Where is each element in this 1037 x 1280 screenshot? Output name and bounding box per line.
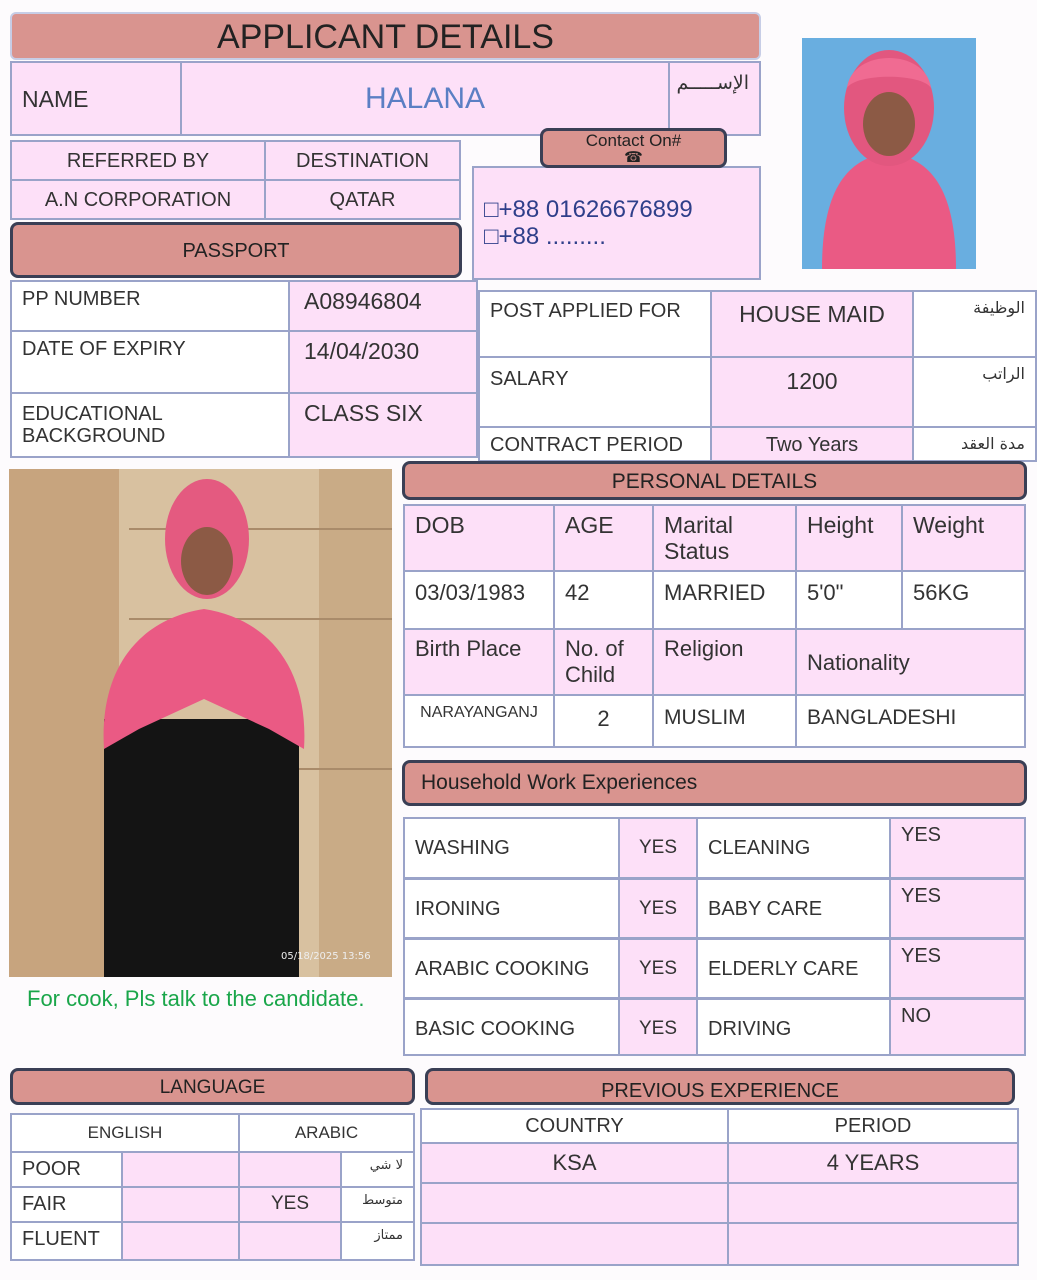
passport-title: PASSPORT (182, 240, 290, 262)
marital-value: MARRIED (652, 570, 797, 630)
birth-place-value: NARAYANGANJ (403, 694, 555, 748)
page-title: APPLICANT DETAILS (217, 18, 554, 56)
religion-value: MUSLIM (652, 694, 797, 748)
household-value-left: YES (618, 817, 698, 879)
personal-title: PERSONAL DETAILS (611, 470, 818, 493)
height-value: 5'0" (795, 570, 903, 630)
height-label: Height (795, 504, 903, 572)
arabic-label: ARABIC (238, 1113, 415, 1153)
name-label: NAME (10, 61, 182, 136)
children-label: No. of Child (553, 628, 654, 696)
language-level-arabic: ممتاز (340, 1221, 415, 1261)
language-english-value (121, 1151, 240, 1188)
post-label: POST APPLIED FOR (478, 290, 712, 358)
weight-label: Weight (901, 504, 1026, 572)
household-task-left: ARABIC COOKING (403, 938, 620, 999)
english-label: ENGLISH (10, 1113, 240, 1153)
referred-by-label: REFERRED BY (10, 140, 266, 181)
household-task-left: IRONING (403, 878, 620, 939)
language-arabic-value (238, 1221, 342, 1261)
expiry-label: DATE OF EXPIRY (10, 330, 290, 394)
household-value-left: YES (618, 938, 698, 999)
previous-empty-1a (420, 1182, 729, 1224)
household-task-right: BABY CARE (696, 878, 891, 939)
household-value-right: YES (889, 878, 1026, 939)
religion-label: Religion (652, 628, 797, 696)
previous-empty-2b (727, 1222, 1019, 1266)
name-arabic-label: الإســـــم (668, 61, 761, 136)
phone-icon: ☎ (624, 149, 643, 166)
children-value: 2 (553, 694, 654, 748)
period-value: 4 YEARS (727, 1142, 1019, 1184)
pp-number-label: PP NUMBER (10, 280, 290, 332)
phone-line-1: □+88 01626676899 (484, 196, 693, 223)
contract-label: CONTRACT PERIOD (478, 426, 712, 462)
portrait-photo (802, 38, 976, 269)
full-body-photo (9, 469, 392, 977)
education-value: CLASS SIX (288, 392, 478, 458)
contact-box (472, 166, 761, 280)
household-task-right: DRIVING (696, 998, 891, 1056)
marital-label: Marital Status (652, 504, 797, 572)
contract-arabic: مدة العقد (912, 426, 1037, 462)
nationality-value: BANGLADESHI (795, 694, 1026, 748)
language-title: LANGUAGE (159, 1077, 266, 1098)
weight-value: 56KG (901, 570, 1026, 630)
language-level: FAIR (10, 1186, 123, 1223)
passport-title-bar (10, 222, 462, 278)
phone-number-2: +88 ......... (498, 223, 606, 250)
household-value-right: YES (889, 817, 1026, 879)
education-label: EDUCATIONAL BACKGROUND (10, 392, 290, 458)
previous-empty-2a (420, 1222, 729, 1266)
language-title-bar (10, 1068, 415, 1105)
header-title-bar (10, 12, 761, 60)
photo-timestamp: 05/18/2025 13:56 (281, 951, 371, 962)
household-task-left: BASIC COOKING (403, 998, 620, 1056)
dob-label: DOB (403, 504, 555, 572)
previous-title: PREVIOUS EXPERIENCE (601, 1080, 839, 1102)
language-english-value (121, 1221, 240, 1261)
previous-title-bar (425, 1068, 1015, 1105)
referred-by-value: A.N CORPORATION (10, 179, 266, 220)
household-title-bar (402, 760, 1027, 806)
age-label: AGE (553, 504, 654, 572)
contract-value: Two Years (710, 426, 914, 462)
contact-label: Contact On# (585, 131, 682, 150)
language-level: FLUENT (10, 1221, 123, 1261)
salary-label: SALARY (478, 356, 712, 428)
language-level-arabic: لا شي (340, 1151, 415, 1188)
destination-value: QATAR (264, 179, 461, 220)
previous-empty-1b (727, 1182, 1019, 1224)
household-task-right: ELDERLY CARE (696, 938, 891, 999)
household-task-left: WASHING (403, 817, 620, 879)
household-value-left: YES (618, 998, 698, 1056)
period-label: PERIOD (727, 1108, 1019, 1144)
salary-value: 1200 (710, 356, 914, 428)
language-level: POOR (10, 1151, 123, 1188)
household-value-right: YES (889, 938, 1026, 999)
contact-title-bar (540, 128, 727, 168)
language-arabic-value (238, 1151, 342, 1188)
dob-value: 03/03/1983 (403, 570, 555, 630)
language-level-arabic: متوسط (340, 1186, 415, 1223)
birth-place-label: Birth Place (403, 628, 555, 696)
expiry-value: 14/04/2030 (288, 330, 478, 394)
household-value-right: NO (889, 998, 1026, 1056)
country-label: COUNTRY (420, 1108, 729, 1144)
cook-note: For cook, Pls talk to the candidate. (27, 986, 365, 1011)
post-arabic: الوظيفة (912, 290, 1037, 358)
age-value: 42 (553, 570, 654, 630)
post-value: HOUSE MAID (710, 290, 914, 358)
name-value: HALANA (180, 61, 670, 136)
nationality-label: Nationality (795, 628, 1026, 696)
destination-label: DESTINATION (264, 140, 461, 181)
personal-title-bar (402, 461, 1027, 500)
language-english-value (121, 1186, 240, 1223)
household-title: Household Work Experiences (421, 771, 698, 794)
household-value-left: YES (618, 878, 698, 939)
phone-number-1: +88 01626676899 (498, 196, 693, 223)
pp-number-value: A08946804 (288, 280, 478, 332)
country-value: KSA (420, 1142, 729, 1184)
household-task-right: CLEANING (696, 817, 891, 879)
language-arabic-value: YES (238, 1186, 342, 1223)
salary-arabic: الراتب (912, 356, 1037, 428)
phone-line-2: □+88 ......... (484, 223, 606, 250)
